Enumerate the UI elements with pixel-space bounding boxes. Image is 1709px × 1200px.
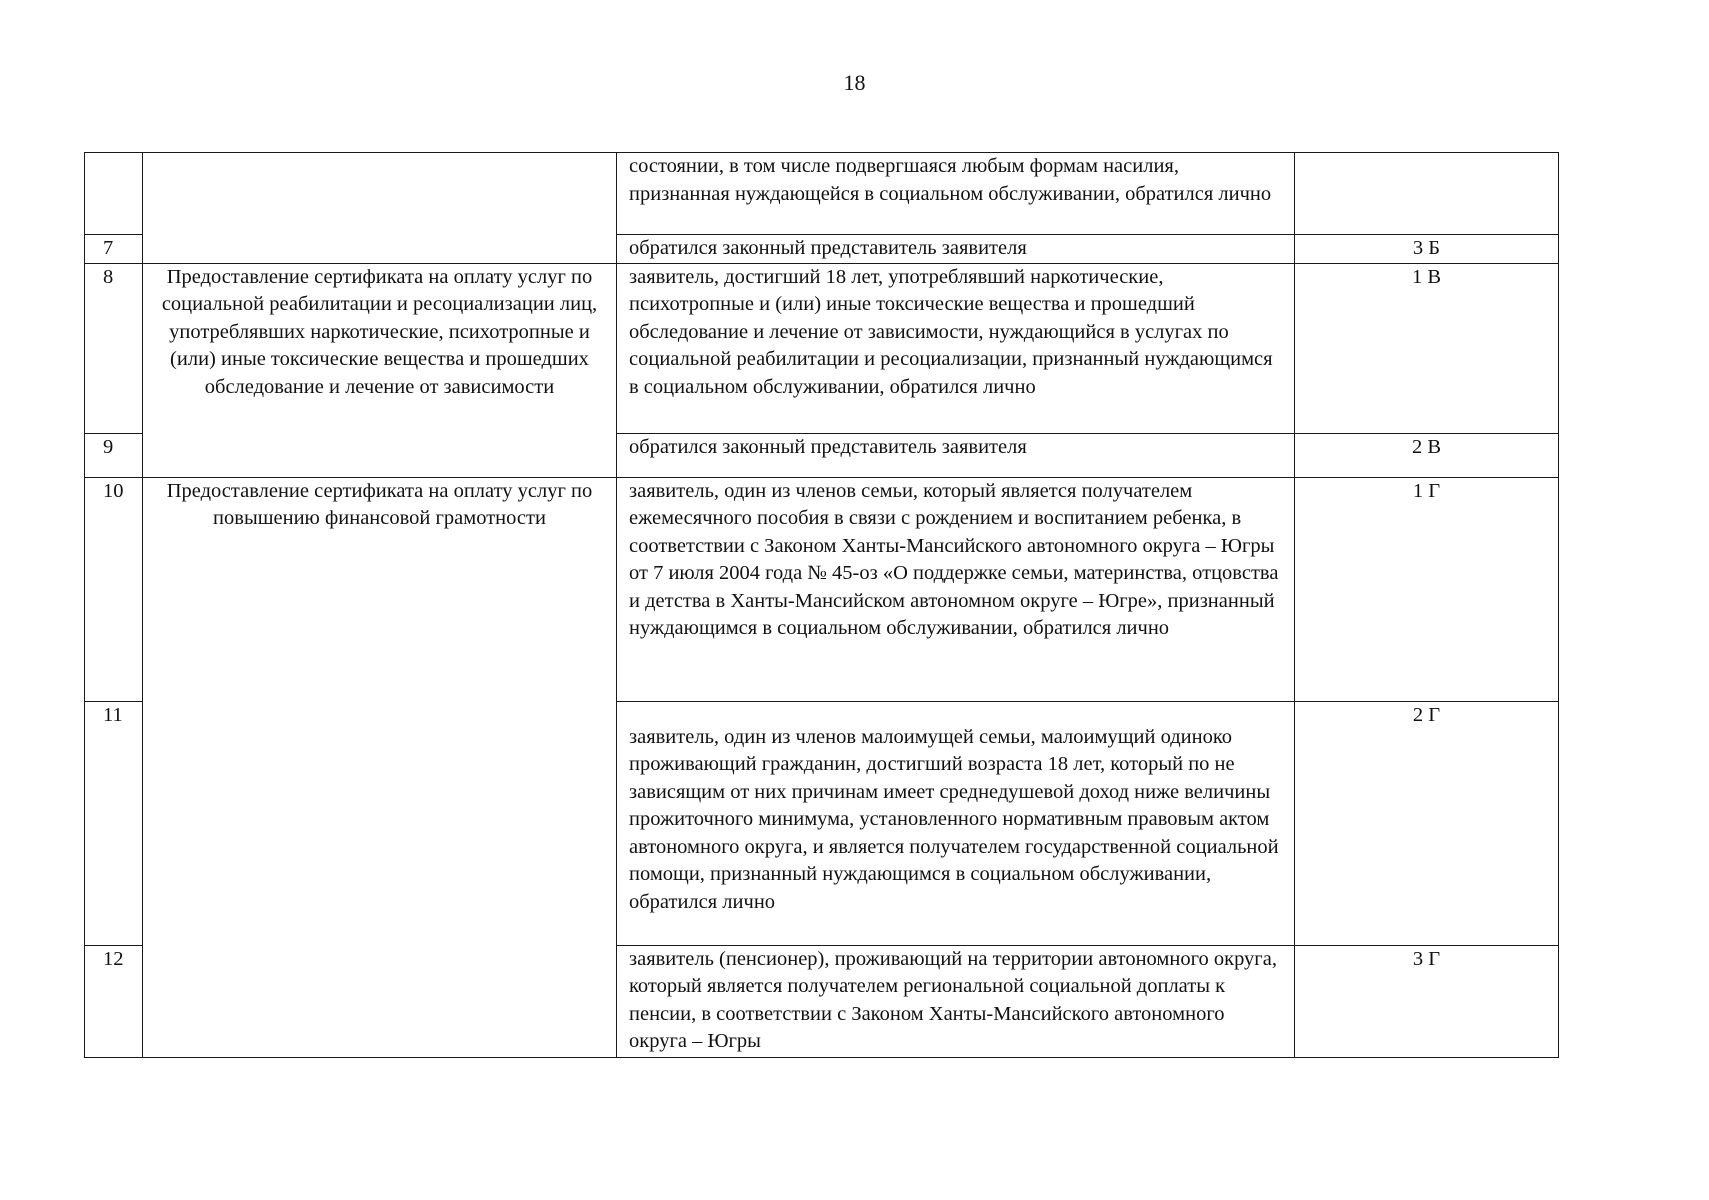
page-number: 18 bbox=[843, 70, 866, 95]
code-cell: 3 Б bbox=[1295, 235, 1559, 264]
service-cell: Предоставление сертификата на оплату услуг по социальной реабилитации и ресоциализации лиц, употреблявших наркотические, психотропные и (или) иные токсические вещества и прошедших обследование и лечение от зависимости bbox=[143, 263, 617, 477]
row-number: 11 bbox=[85, 701, 143, 945]
service-cell: Предоставление сертификата на оплату услуг по повышению финансовой грамотности bbox=[143, 477, 617, 1057]
code-cell: 1 В bbox=[1295, 263, 1559, 433]
services-table bbox=[84, 152, 1559, 1058]
table-row bbox=[85, 477, 1559, 701]
code-cell: 2 В bbox=[1295, 433, 1559, 477]
category-cell: обратился законный представитель заявителя bbox=[617, 433, 1295, 477]
code-cell bbox=[1295, 153, 1559, 235]
code-cell: 3 Г bbox=[1295, 945, 1559, 1057]
code-cell: 1 Г bbox=[1295, 477, 1559, 701]
service-cell bbox=[143, 153, 617, 264]
row-number bbox=[85, 153, 143, 235]
category-cell: состоянии, в том числе подвергшаяся любым формам насилия, признанная нуждающейся в социальном обслуживании, обратился лично bbox=[617, 153, 1295, 235]
category-cell: обратился законный представитель заявителя bbox=[617, 235, 1295, 264]
table-row bbox=[85, 153, 1559, 235]
table-row bbox=[85, 263, 1559, 433]
category-cell: заявитель, достигший 18 лет, употреблявший наркотические, психотропные и (или) иные токсические вещества и прошедший обследование и лечение от зависимости, нуждающийся в услугах по социальной реабилитации и ресоциализации, признанный нуждающимся в социальном обслуживании, обратился лично bbox=[617, 263, 1295, 433]
row-number: 9 bbox=[85, 433, 143, 477]
row-number: 10 bbox=[85, 477, 143, 701]
row-number: 7 bbox=[85, 235, 143, 264]
code-cell: 2 Г bbox=[1295, 701, 1559, 945]
category-cell: заявитель (пенсионер), проживающий на территории автономного округа, который является получателем региональной социальной доплаты к пенсии, в соответствии с Законом Ханты-Мансийского автономного округа – Югры bbox=[617, 945, 1295, 1057]
category-cell: заявитель, один из членов семьи, который является получателем ежемесячного пособия в связи с рождением и воспитанием ребенка, в соответствии с Законом Ханты-Мансийского автономного округа – Югры от 7 июля 2004 года № 45-оз «О поддержке семьи, материнства, отцовства и детства в Ханты-Мансийском автономном округе – Югре», признанный нуждающимся в социальном обслуживании, обратился лично bbox=[617, 477, 1295, 701]
row-number: 8 bbox=[85, 263, 143, 433]
row-number: 12 bbox=[85, 945, 143, 1057]
category-cell: заявитель, один из членов малоимущей семьи, малоимущий одиноко проживающий гражданин, достигший возраста 18 лет, который по не зависящим от них причинам имеет среднедушевой доход ниже величины прожиточного минимума, установленного нормативным правовым актом автономного округа, и является получателем государственной социальной помощи, признанный нуждающимся в социальном обслуживании, обратился лично bbox=[617, 701, 1295, 945]
